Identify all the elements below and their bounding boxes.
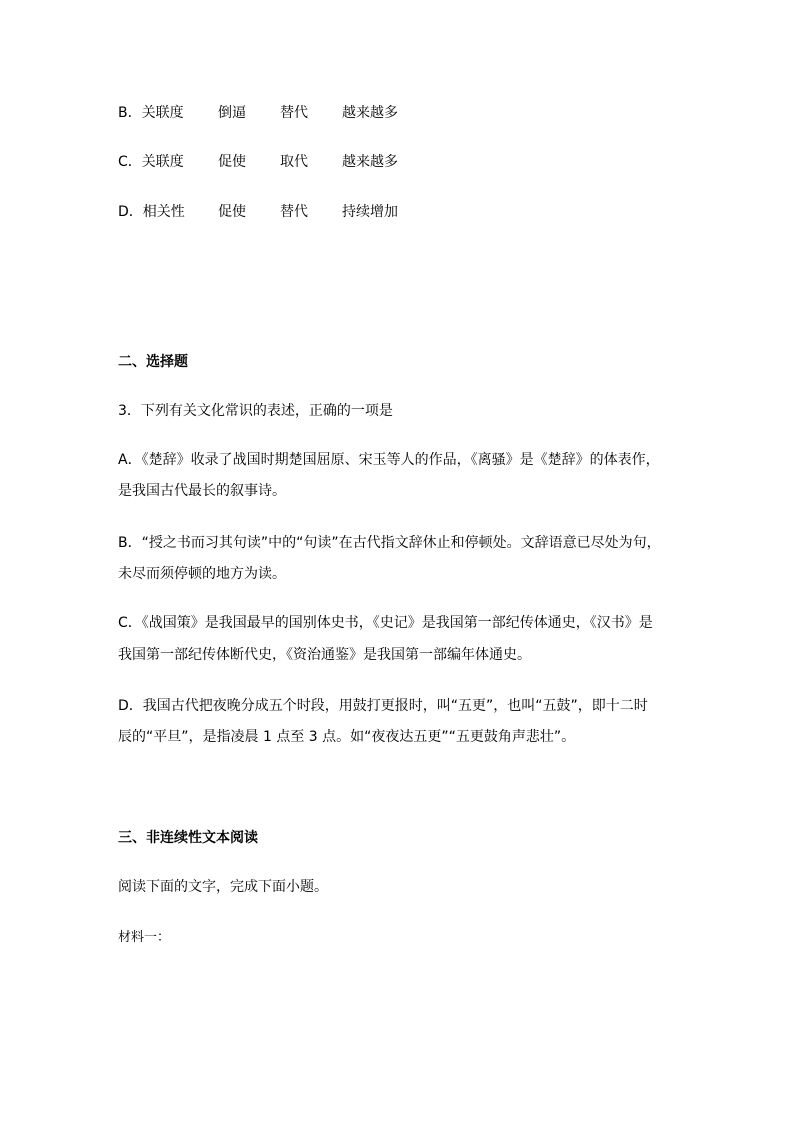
section-heading: 三、非连续性文本阅读 — [118, 830, 258, 846]
section-heading: 二、选择题 — [118, 354, 188, 370]
choice-c-line1: C．《战国策》是我国最早的国别体史书，《史记》是我国第一部纪传体通史，《汉书》是 — [118, 615, 653, 631]
option-word-3: 越来越多 — [342, 105, 398, 121]
option-label: D．相关性 — [118, 204, 185, 220]
choice-d-line2: 辰的“平旦”，是指凌晨 1 点至 3 点。如“夜夜达五更”“五更鼓角声悲壮”。 — [118, 729, 576, 745]
option-word-3: 越来越多 — [342, 154, 398, 170]
option-word-1: 促使 — [218, 204, 246, 220]
option-word-3: 持续增加 — [342, 204, 398, 220]
choice-a-line1: A．《楚辞》收录了战国时期楚国屈原、宋玉等人的作品，《离骚》是《楚辞》的体表作， — [118, 452, 660, 468]
option-label: B．关联度 — [118, 105, 184, 121]
reading-instruction: 阅读下面的文字，完成下面小题。 — [118, 879, 328, 895]
option-word-2: 替代 — [280, 105, 308, 121]
choice-a-line2: 是我国古代最长的叙事诗。 — [118, 483, 286, 499]
option-word-2: 取代 — [280, 154, 308, 170]
choice-c-line2: 我国第一部纪传体断代史，《资治通鉴》是我国第一部编年体通史。 — [118, 647, 531, 663]
question-stem: 3．下列有关文化常识的表述，正确的一项是 — [118, 403, 393, 419]
option-word-2: 替代 — [280, 204, 308, 220]
choice-b-line1: B．“授之书而习其句读”中的“句读”在古代指文辞休止和停顿处。文辞语意已尽处为句， — [118, 535, 661, 551]
choice-d-line1: D．我国古代把夜晚分成五个时段，用鼓打更报时，叫“五更”，也叫“五鼓”，即十二时 — [118, 698, 648, 714]
option-label: C．关联度 — [118, 154, 184, 170]
option-word-1: 促使 — [218, 154, 246, 170]
material-label: 材料一： — [118, 930, 171, 945]
option-word-1: 倒逼 — [218, 105, 246, 121]
choice-b-line2: 未尽而须停顿的地方为读。 — [118, 566, 286, 582]
